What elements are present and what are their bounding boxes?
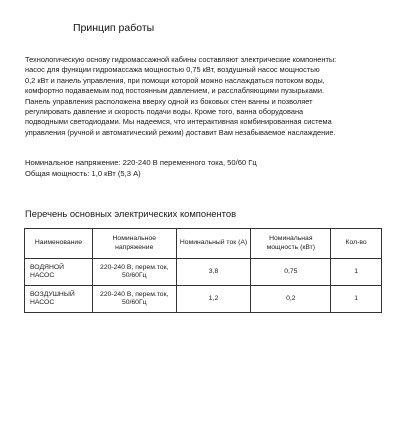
header-voltage: Номинальное напряжение — [92, 229, 176, 259]
body-line: Панель управления расположена вверху одной из боковых стен ванны и позволяет — [25, 96, 313, 106]
cell-power: 0,75 — [251, 259, 331, 286]
cell-power: 0,2 — [251, 286, 331, 313]
body-line: 0,2 кВт и панель управления, при помощи которой можно наслаждаться потоком воды, — [25, 75, 325, 85]
body-line: управления (ручной и автоматический режим) доставит Вам незабываемое наслаждение. — [25, 127, 336, 137]
body-line: Технологическую основу гидромассажной кабины составляют электрические компоненты: — [25, 55, 337, 64]
components-table — [24, 228, 382, 313]
table-row — [25, 286, 382, 313]
cell-quantity: 1 — [331, 259, 382, 286]
header-power: Номинальная мощность (кВт) — [251, 229, 331, 259]
body-line: насос для функции гидромассажа мощностью 0,75 кВт, воздушный насос мощностью — [25, 65, 320, 75]
cell-current: 3,8 — [176, 259, 251, 286]
cell-name: ВОЗДУШНЫЙ НАСОС — [25, 286, 93, 313]
cell-quantity: 1 — [331, 286, 382, 313]
specs-block — [25, 157, 385, 179]
table-title: Перечень основных электрических компонентов — [25, 208, 237, 219]
body-line: регулировать давление и скорость подачи воды. Кроме того, ванна оборудована — [25, 107, 304, 117]
table-row — [25, 259, 382, 286]
table-header-row — [25, 229, 382, 259]
body-line: комфортно подаваемым под постоянным давлением, и расслабляющими пузырьками. — [25, 86, 325, 96]
total-power: Общая мощность: 1,0 кВт (5,3 А) — [25, 169, 141, 178]
cell-current: 1,2 — [176, 286, 251, 313]
body-text — [25, 55, 379, 138]
header-name: Наименование — [25, 229, 93, 259]
cell-voltage: 220-240 В, перем.ток, 50/60Гц — [92, 286, 176, 313]
rated-voltage: Номинальное напряжение: 220-240 В переменного тока, 50/60 Гц — [25, 158, 257, 167]
cell-voltage: 220-240 В, перем.ток, 50/60Гц — [92, 259, 176, 286]
header-current: Номинальный ток (А) — [176, 229, 251, 259]
page-title: Принцип работы — [73, 22, 155, 34]
body-line: подводными светодиодами. Мы надеемся, что интерактивная комбинированная система — [25, 117, 332, 127]
header-quantity: Кол-во — [331, 229, 382, 259]
cell-name: ВОДЯНОЙ НАСОС — [25, 259, 93, 286]
